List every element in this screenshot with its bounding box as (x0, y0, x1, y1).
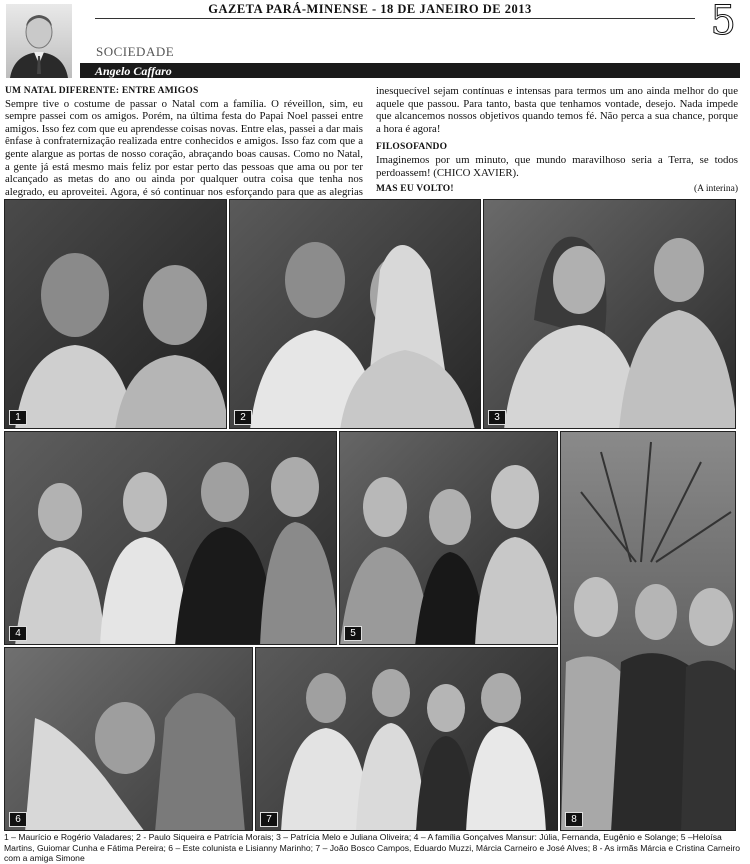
photo-caption: 1 – Maurício e Rogério Valadares; 2 - Paulo Siqueira e Patrícia Morais; 3 – Patrícia Melo e Juliana Oliveira; 4 – A família Gonçalves Mansur: Júlia, Fernanda, Eugênio e Solange; 5 –Heloísa Martins, Guiomar Cunha e Fátima Pereira; 6 – Este colunista e Lisianny Marinho; 7 – João Bosco Campos, Eduardo Muzzi, Márcia Carneiro e José Alves; 8 - As irmãs Márcia e Cristina Carneiro com a amiga Simone (4, 832, 741, 863)
photo-number: 2 (234, 410, 252, 425)
photo-1 (4, 199, 227, 429)
article-left-column (5, 85, 363, 211)
article-right-column (376, 85, 738, 195)
photo-number: 6 (9, 812, 27, 827)
columnist-portrait (6, 4, 72, 78)
page-number: 5 (710, 0, 736, 44)
filosofando-heading: FILOSOFANDO (376, 142, 448, 153)
photo-3 (483, 199, 736, 429)
photo-4 (4, 431, 337, 645)
photo-8 (560, 431, 736, 831)
photo-number: 1 (9, 410, 27, 425)
photo-number: 5 (344, 626, 362, 641)
masthead-rule (95, 18, 695, 19)
photo-6 (4, 647, 253, 831)
photo-number: 8 (565, 812, 583, 827)
byline-bar (80, 63, 740, 78)
photo-5 (339, 431, 558, 645)
photo-number: 4 (9, 626, 27, 641)
photo-2 (229, 199, 481, 429)
article-paragraph-1: Sempre tive o costume de passar o Natal com a família. O réveillon, sim, eu sempre passei com os amigos. Porém, na última festa do Papai Noel passei entre amigos. Isso fez com que eu aprendesse coisas novas. Entre elas, passei a dar mais ênfase à confraternização realizada entre conhecidos e amigos. Isso faz com que a gente alargue as portas de nosso coração, abraçando boas causas. Como no Natal, a gente já está mesmo mais feliz por estar perto das pessoas que ama ou por ter alcançado as metas do ano ou ainda por qualquer outra coisa que tenha nos alegrado, eu aproveitei. Agora, é só continuar nos esforçando para que as alegrias (5, 97, 363, 198)
closing-line: MAS EU VOLTO! (376, 184, 454, 195)
article-heading: UM NATAL DIFERENTE: ENTRE AMIGOS (5, 86, 199, 96)
masthead-title: GAZETA PARÁ-MINENSE - 18 DE JANEIRO DE 2013 (208, 2, 532, 16)
photo-7 (255, 647, 558, 831)
article-paragraph-2: inesquecível sejam contínuas e intensas para termos um ano ainda melhor do que aquele que passou. Para tanto, basta que tenhamos vontade, desejo. Nada impede que alcancemos nossos objetivos quando temos fé. Não perca a sua chance, porque a hora é agora! (376, 85, 738, 135)
interim-note: (A interina) (693, 184, 738, 195)
quote-paragraph: Imaginemos por um minuto, que mundo maravilhoso seria a Terra, se todos perdoassem! (CHICO XAVIER). (376, 153, 738, 179)
section-title: SOCIEDADE (96, 44, 175, 59)
photo-number: 7 (260, 812, 278, 827)
photo-number: 3 (488, 410, 506, 425)
author-byline: Angelo Caffaro (95, 64, 172, 78)
